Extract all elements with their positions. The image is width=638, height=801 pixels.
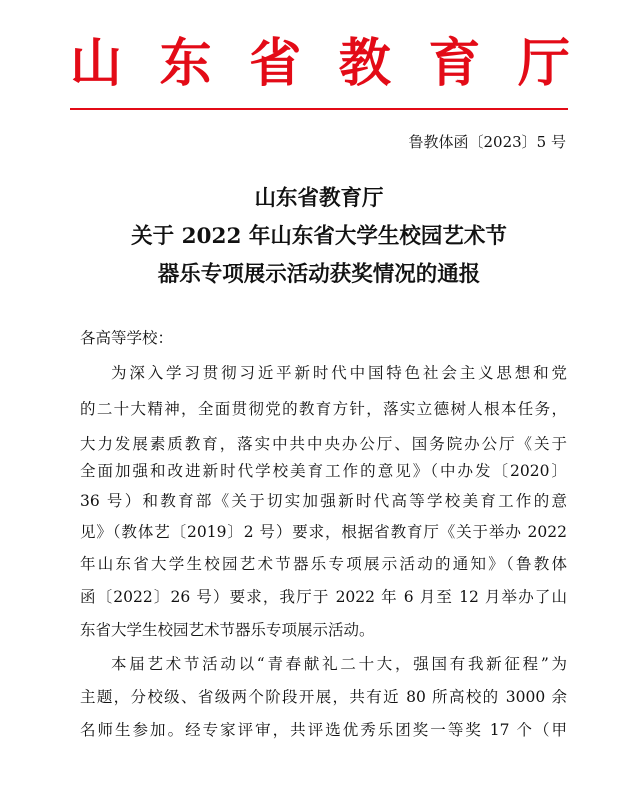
issuer-char: 东 [159,33,212,94]
issuer-char: 育 [428,33,481,94]
document-number: 鲁教体函〔2023〕5 号 [408,133,566,151]
header-divider [70,108,568,110]
body-line: 见》（教体艺〔2019〕2 号）要求，根据省教育厅《关于举办 2022 [80,523,567,541]
body-line: 全面加强和改进新时代学校美育工作的意见》（中办发〔2020〕 [80,462,567,480]
body-line: 函〔2022〕26 号）要求，我厅于 2022 年 6 月至 12 月举办了山 [80,588,567,606]
title-line: 器乐专项展示活动获奖情况的通报 [157,262,481,287]
body-line: 本届艺术节活动以“青春献礼二十大，强国有我新征程”为 [111,655,567,673]
body-line: 大力发展素质教育，落实中共中央办公厅、国务院办公厅《关于 [80,435,567,453]
body-line: 为深入学习贯彻习近平新时代中国特色社会主义思想和党 [111,364,567,382]
salutation: 各高等学校： [80,329,174,347]
body-line: 东省大学生校园艺术节器乐专项展示活动。 [80,621,375,639]
title-line: 关于 2022 年山东省大学生校园艺术节 [131,224,507,249]
body-line: 的二十大精神，全面贯彻党的教育方针，落实立德树人根本任务， [80,400,567,418]
title-line: 山东省教育厅 [254,186,384,211]
body-line: 36 号）和教育部《关于切实加强新时代高等学校美育工作的意 [80,492,567,510]
issuer-char: 山 [70,33,123,94]
issuer-char: 省 [249,33,302,94]
issuer-header [70,34,570,94]
issuer-char: 厅 [517,33,570,94]
document-title [60,180,578,294]
issuer-char: 教 [338,33,391,94]
body-line: 名师生参加。经专家评审，共评选优秀乐团奖一等奖 17 个（甲 [80,721,567,739]
body-line: 主题，分校级、省级两个阶段开展，共有近 80 所高校的 3000 余 [80,688,567,706]
body-line: 年山东省大学生校园艺术节器乐专项展示活动的通知》（鲁教体 [80,555,567,573]
